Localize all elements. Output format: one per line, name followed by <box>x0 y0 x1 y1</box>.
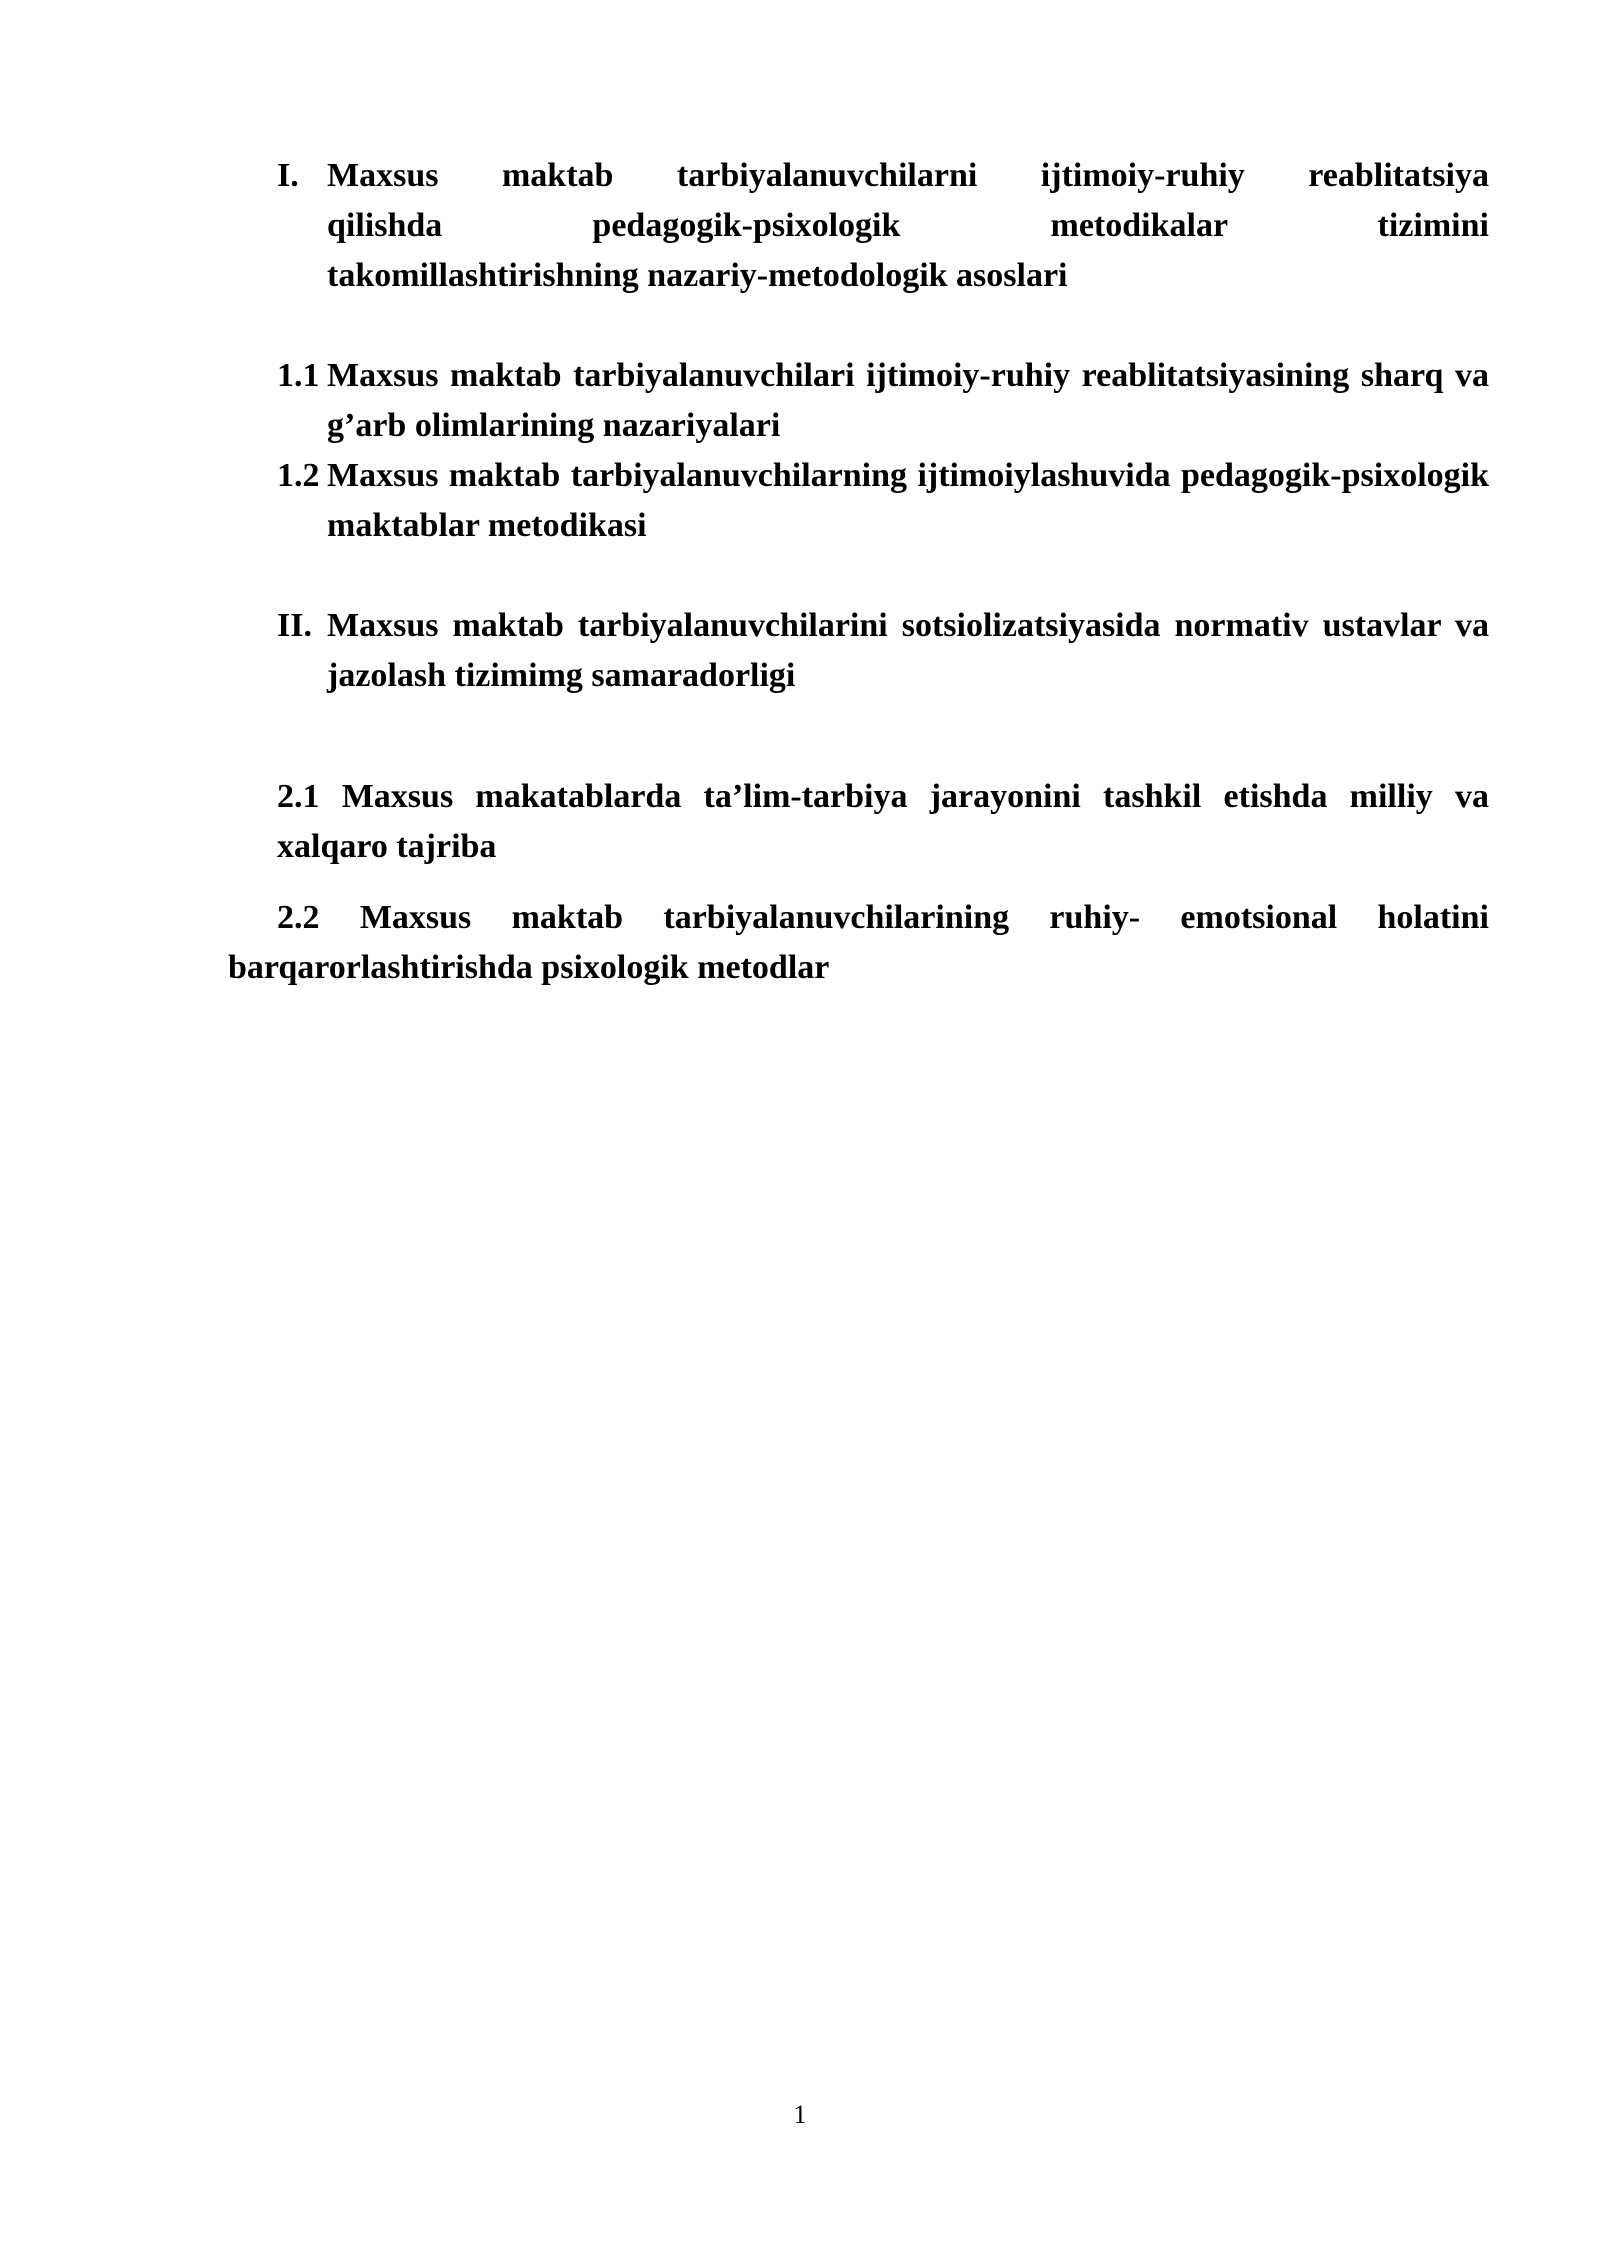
toc-section-2-title: Maxsus maktab tarbiyalanuvchilarini sotsiolizatsiyasida normativ ustavlar va jazolash tizimimg samaradorligi <box>327 607 1489 694</box>
toc-subsection-2-1-title: 2.1 Maxsus makatablarda ta’lim-tarbiya jarayonini tashkil etishda milliy va xalqaro tajriba <box>277 778 1489 865</box>
toc-subsection-2-2 <box>228 893 1489 993</box>
toc-section-1-title-line-1: Maxsus maktab tarbiyalanuvchilarni ijtimoiy-ruhiy reablitatsiya <box>327 157 1489 194</box>
toc-section-1-number: I. <box>277 157 299 194</box>
toc-subsection-1-1 <box>277 351 1489 451</box>
toc-subsection-2-1 <box>277 772 1489 872</box>
toc-subsection-1-1-title: Maxsus maktab tarbiyalanuvchilari ijtimoiy-ruhiy reablitatsiyasining sharq va g’arb olimlarining nazariyalari <box>327 357 1489 444</box>
toc-subsection-1-1-number: 1.1 <box>277 357 320 394</box>
toc-subsection-1-2-number: 1.2 <box>277 457 320 494</box>
toc-section-1-title-line-3: takomillashtirishning nazariy-metodologik asoslari <box>327 257 1068 294</box>
toc-section-2 <box>277 601 1489 701</box>
toc-section-1 <box>277 151 1489 301</box>
toc-subsection-1-2-title: Maxsus maktab tarbiyalanuvchilarning ijtimoiylashuvida pedagogik-psixologik maktablar metodikasi <box>327 457 1489 544</box>
toc-section-1-title-line-2: qilishda pedagogik-psixologik metodikalar tizimini <box>327 207 1489 244</box>
toc-section-2-number: II. <box>277 607 312 644</box>
toc-subsection-1-2 <box>277 451 1489 551</box>
page-number: 1 <box>793 2100 807 2129</box>
toc-subsection-2-2-title: 2.2 Maxsus maktab tarbiyalanuvchilarining ruhiy- emotsional holatini barqarorlashtirishda psixologik metodlar <box>228 899 1489 986</box>
